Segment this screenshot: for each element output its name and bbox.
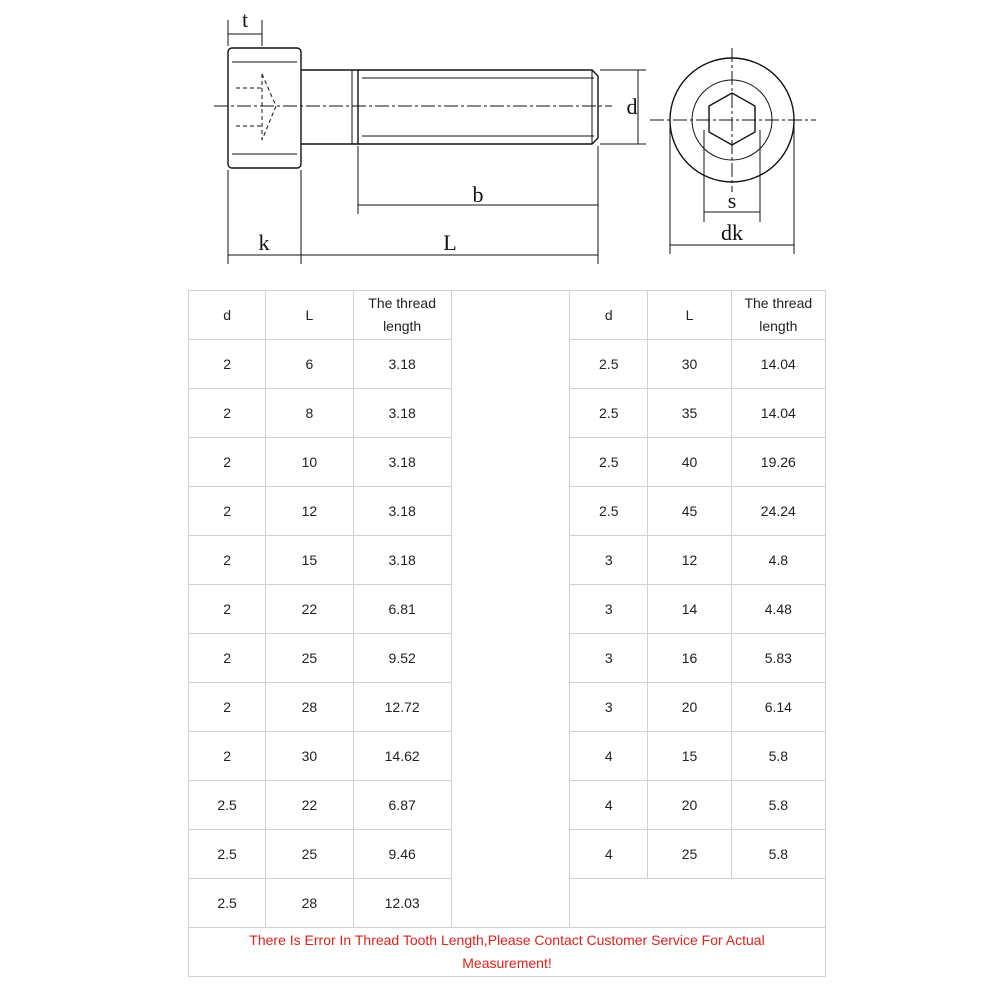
column-gap [451, 536, 569, 585]
column-gap [451, 585, 569, 634]
header-thread-length-right: The thread length [731, 291, 825, 340]
right-cell: 5.83 [731, 634, 825, 683]
right-cell: 4 [570, 732, 648, 781]
measurement-note: There Is Error In Thread Tooth Length,Please Contact Customer Service For Actual Measurement! [189, 928, 826, 977]
left-cell: 3.18 [353, 340, 451, 389]
right-cell: 40 [648, 438, 731, 487]
empty-cell [648, 879, 731, 928]
dim-label-b: b [472, 182, 484, 207]
screw-shank [301, 70, 358, 144]
empty-cell [570, 879, 648, 928]
screw-spec-table [188, 290, 826, 977]
left-cell: 2 [189, 340, 266, 389]
left-cell: 6.81 [353, 585, 451, 634]
column-gap [451, 487, 569, 536]
screw-end-view [650, 48, 816, 254]
left-cell: 28 [266, 683, 353, 732]
right-cell: 4 [570, 781, 648, 830]
table-row [189, 389, 826, 438]
left-cell: 2 [189, 634, 266, 683]
left-cell: 12.03 [353, 879, 451, 928]
table-row [189, 830, 826, 879]
left-cell: 6 [266, 340, 353, 389]
right-cell: 3 [570, 536, 648, 585]
left-cell: 22 [266, 585, 353, 634]
right-cell: 2.5 [570, 487, 648, 536]
right-cell: 45 [648, 487, 731, 536]
dim-label-L: L [443, 230, 457, 255]
left-cell: 2.5 [189, 830, 266, 879]
left-cell: 9.46 [353, 830, 451, 879]
right-cell: 5.8 [731, 781, 825, 830]
right-cell: 15 [648, 732, 731, 781]
column-gap [451, 732, 569, 781]
right-cell: 19.26 [731, 438, 825, 487]
left-cell: 9.52 [353, 634, 451, 683]
right-cell: 16 [648, 634, 731, 683]
right-cell: 12 [648, 536, 731, 585]
screw-dimension-drawing [0, 0, 1000, 290]
right-cell: 2.5 [570, 438, 648, 487]
table-row [189, 732, 826, 781]
column-gap [451, 830, 569, 879]
right-cell: 25 [648, 830, 731, 879]
table-row [189, 487, 826, 536]
header-L: L [266, 291, 353, 340]
left-cell: 2.5 [189, 781, 266, 830]
left-cell: 6.87 [353, 781, 451, 830]
right-cell: 3 [570, 585, 648, 634]
table-row [189, 781, 826, 830]
right-cell: 3 [570, 683, 648, 732]
right-cell: 20 [648, 781, 731, 830]
right-cell: 4 [570, 830, 648, 879]
dim-label-k: k [258, 230, 270, 255]
column-gap [451, 634, 569, 683]
table-row [189, 536, 826, 585]
left-cell: 3.18 [353, 438, 451, 487]
left-cell: 14.62 [353, 732, 451, 781]
left-cell: 15 [266, 536, 353, 585]
dim-label-dk: dk [721, 220, 743, 245]
left-cell: 2 [189, 536, 266, 585]
table-note-row [189, 928, 826, 977]
left-cell: 10 [266, 438, 353, 487]
column-gap [451, 879, 569, 928]
header-d: d [189, 291, 266, 340]
screw-thread [358, 70, 598, 144]
table-row [189, 683, 826, 732]
left-cell: 2 [189, 487, 266, 536]
right-cell: 4.48 [731, 585, 825, 634]
right-cell: 24.24 [731, 487, 825, 536]
left-cell: 28 [266, 879, 353, 928]
table-row [189, 340, 826, 389]
empty-cell [731, 879, 825, 928]
right-cell: 2.5 [570, 340, 648, 389]
left-cell: 2 [189, 389, 266, 438]
header-thread-length: The thread length [353, 291, 451, 340]
left-cell: 12 [266, 487, 353, 536]
right-cell: 6.14 [731, 683, 825, 732]
right-cell: 2.5 [570, 389, 648, 438]
dim-label-d: d [626, 94, 638, 119]
table-row [189, 634, 826, 683]
right-cell: 5.8 [731, 830, 825, 879]
left-cell: 2.5 [189, 879, 266, 928]
table-row [189, 585, 826, 634]
left-cell: 22 [266, 781, 353, 830]
right-cell: 3 [570, 634, 648, 683]
column-gap [451, 781, 569, 830]
left-cell: 12.72 [353, 683, 451, 732]
header-d-right: d [570, 291, 648, 340]
left-cell: 2 [189, 585, 266, 634]
column-gap [451, 340, 569, 389]
left-cell: 25 [266, 830, 353, 879]
column-gap [451, 291, 569, 340]
right-cell: 20 [648, 683, 731, 732]
right-cell: 14.04 [731, 389, 825, 438]
left-cell: 3.18 [353, 536, 451, 585]
right-cell: 14.04 [731, 340, 825, 389]
table-header-row [189, 291, 826, 340]
left-cell: 25 [266, 634, 353, 683]
screw-side-view [214, 7, 646, 264]
right-cell: 30 [648, 340, 731, 389]
table-row [189, 438, 826, 487]
right-cell: 35 [648, 389, 731, 438]
header-L-right: L [648, 291, 731, 340]
left-cell: 2 [189, 438, 266, 487]
left-cell: 30 [266, 732, 353, 781]
column-gap [451, 389, 569, 438]
right-cell: 14 [648, 585, 731, 634]
left-cell: 2 [189, 683, 266, 732]
column-gap [451, 438, 569, 487]
left-cell: 3.18 [353, 389, 451, 438]
left-cell: 3.18 [353, 487, 451, 536]
column-gap [451, 683, 569, 732]
right-cell: 5.8 [731, 732, 825, 781]
screw-head [228, 48, 301, 168]
left-cell: 8 [266, 389, 353, 438]
table-row [189, 879, 826, 928]
right-cell: 4.8 [731, 536, 825, 585]
dim-label-t: t [241, 7, 249, 32]
left-cell: 2 [189, 732, 266, 781]
dim-label-s: s [727, 188, 737, 213]
